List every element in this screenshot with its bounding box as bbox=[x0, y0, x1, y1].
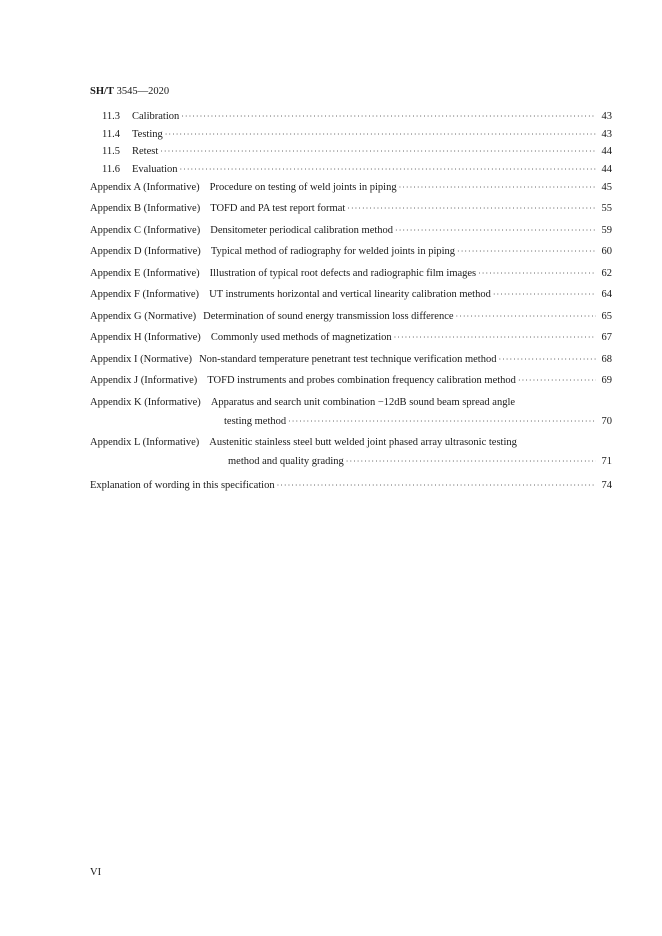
explanation-title: Explanation of wording in this specification bbox=[90, 479, 275, 491]
toc-entry-11-3[interactable] bbox=[90, 110, 612, 128]
page-footer-number: VI bbox=[90, 867, 102, 878]
dot-leader bbox=[457, 245, 596, 259]
appendix-label: Appendix D (Informative) bbox=[90, 246, 201, 257]
page-number: 43 bbox=[601, 111, 612, 122]
appendix-title: TOFD instruments and probes combination frequency calibration method bbox=[207, 375, 516, 386]
appendix-label: Appendix G (Normative) bbox=[90, 310, 197, 322]
toc-entry-appendix-c[interactable] bbox=[90, 224, 612, 246]
page-number: 44 bbox=[601, 146, 612, 157]
appendix-title: Procedure on testing of weld joints in piping bbox=[209, 181, 397, 193]
page-number: 55 bbox=[601, 203, 612, 214]
dot-leader bbox=[394, 331, 596, 345]
appendix-label: Appendix I (Normative) bbox=[90, 353, 193, 365]
section-number: 11.3 bbox=[102, 111, 120, 122]
dot-leader bbox=[498, 353, 596, 367]
section-title: Testing bbox=[132, 128, 163, 140]
toc-entry-11-5[interactable] bbox=[90, 145, 612, 163]
appendix-title: Typical method of radiography for welded joints in piping bbox=[210, 246, 456, 257]
toc-entry-appendix-l[interactable] bbox=[90, 436, 612, 476]
standard-prefix: SH/T bbox=[90, 86, 114, 97]
appendix-title: Determination of sound energy transmission loss difference bbox=[203, 310, 454, 322]
toc-entry-appendix-j[interactable] bbox=[90, 374, 612, 396]
toc-entry-appendix-e[interactable] bbox=[90, 267, 612, 289]
dot-leader bbox=[518, 374, 596, 388]
page-number: 60 bbox=[601, 246, 612, 257]
dot-leader bbox=[181, 110, 596, 124]
appendix-title: Illustration of typical root defects and radiographic film images bbox=[209, 267, 477, 279]
dot-leader bbox=[346, 455, 596, 469]
dot-leader bbox=[456, 310, 596, 324]
appendix-label: Appendix A (Informative) bbox=[90, 181, 200, 193]
appendix-title-line1: Austenitic stainless steel butt welded joint phased array ultrasonic testing bbox=[209, 436, 517, 448]
table-of-contents bbox=[90, 110, 612, 499]
toc-entry-appendix-d[interactable] bbox=[90, 245, 612, 267]
toc-entry-11-6[interactable] bbox=[90, 163, 612, 181]
appendix-title: Densitometer periodical calibration method bbox=[210, 224, 394, 236]
section-title: Evaluation bbox=[132, 163, 178, 175]
page-number: 43 bbox=[601, 128, 612, 140]
page-number: 69 bbox=[601, 375, 612, 386]
toc-entry-appendix-b[interactable] bbox=[90, 202, 612, 224]
toc-entry-appendix-f[interactable] bbox=[90, 288, 612, 310]
section-number: 11.5 bbox=[102, 146, 120, 157]
dot-leader bbox=[347, 202, 596, 216]
toc-entry-appendix-i[interactable] bbox=[90, 353, 612, 375]
page-number: 74 bbox=[601, 479, 612, 491]
page-number: 59 bbox=[601, 224, 612, 236]
section-number: 11.6 bbox=[102, 163, 120, 175]
dot-leader bbox=[165, 128, 596, 142]
page-header bbox=[90, 86, 169, 97]
page-number: 71 bbox=[601, 455, 612, 467]
dot-leader bbox=[160, 145, 596, 159]
toc-entry-11-4[interactable] bbox=[90, 128, 612, 146]
appendix-title-line2: testing method bbox=[224, 415, 287, 427]
toc-entry-appendix-h[interactable] bbox=[90, 331, 612, 353]
appendix-title: TOFD and PA test report format bbox=[210, 203, 346, 214]
toc-entry-explanation[interactable] bbox=[90, 479, 612, 499]
page-number: 45 bbox=[601, 181, 612, 193]
page-number: 64 bbox=[601, 289, 612, 300]
appendix-title: Non-standard temperature penetrant test technique verification method bbox=[199, 353, 497, 365]
section-number: 11.4 bbox=[102, 128, 120, 140]
appendix-label: Appendix K (Informative) bbox=[90, 396, 201, 408]
section-title: Retest bbox=[132, 146, 159, 157]
dot-leader bbox=[399, 181, 596, 195]
toc-entry-appendix-a[interactable] bbox=[90, 181, 612, 203]
dot-leader bbox=[478, 267, 596, 281]
section-title: Calibration bbox=[132, 111, 180, 122]
appendix-label: Appendix H (Informative) bbox=[90, 332, 201, 343]
dot-leader bbox=[277, 479, 596, 493]
dot-leader bbox=[180, 163, 597, 177]
page-number: 67 bbox=[601, 332, 612, 343]
appendix-title-line2: method and quality grading bbox=[228, 455, 344, 467]
page-number: 62 bbox=[601, 267, 612, 279]
dot-leader bbox=[493, 288, 596, 302]
toc-entry-appendix-k[interactable] bbox=[90, 396, 612, 436]
appendix-title: UT instruments horizontal and vertical linearity calibration method bbox=[209, 289, 491, 300]
dot-leader bbox=[395, 224, 596, 238]
toc-entry-appendix-g[interactable] bbox=[90, 310, 612, 332]
appendix-label: Appendix E (Informative) bbox=[90, 267, 200, 279]
appendix-title-line1: Apparatus and search unit combination −12dB sound beam spread angle bbox=[210, 396, 516, 408]
appendix-label: Appendix F (Informative) bbox=[90, 289, 200, 300]
appendix-label: Appendix C (Informative) bbox=[90, 224, 201, 236]
appendix-label: Appendix J (Informative) bbox=[90, 375, 198, 386]
standard-code: 3545—2020 bbox=[116, 86, 170, 97]
appendix-label: Appendix B (Informative) bbox=[90, 203, 201, 214]
page-number: 44 bbox=[601, 163, 612, 175]
page-number: 68 bbox=[601, 353, 612, 365]
appendix-label: Appendix L (Informative) bbox=[90, 436, 200, 448]
page-number: 70 bbox=[601, 415, 612, 427]
appendix-title: Commonly used methods of magnetization bbox=[210, 332, 392, 343]
page-number: 65 bbox=[601, 310, 612, 322]
dot-leader bbox=[288, 415, 596, 429]
